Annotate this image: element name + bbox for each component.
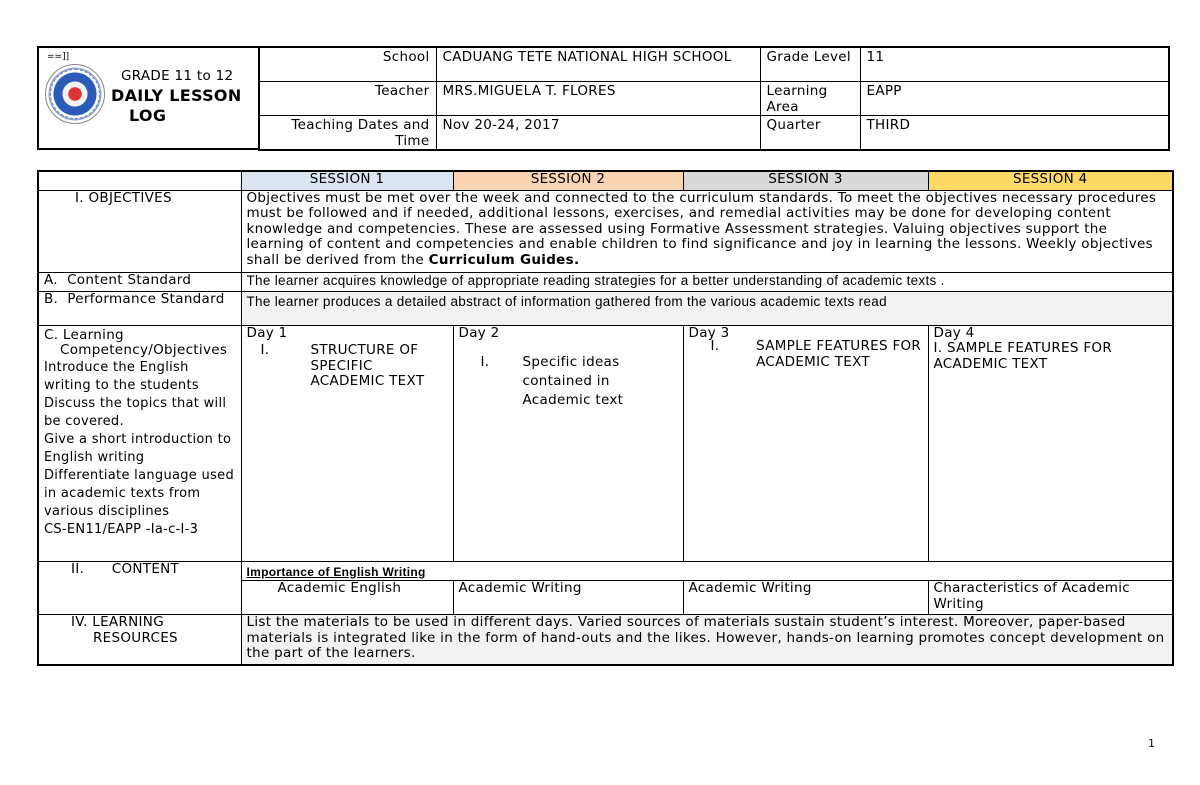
content-standard-label: A. Content Standard [38,272,241,291]
performance-standard-row [38,291,1173,325]
learning-competency-row [38,325,1173,561]
content-row [38,561,1173,581]
day-1-text: STRUCTURE OF SPECIFIC ACADEMIC TEXT [310,342,425,389]
day-4-text: I. SAMPLE FEATURES FOR ACADEMIC TEXT [933,340,1113,372]
learning-resources-text: List the materials to be used in different days. Varied sources of materials sustain student’s interest. Moreover, paper-based materials is integrated like in the form of hand-outs and the likes. However, hands-on learning promotes concept development on the part of the learners. [241,615,1173,665]
objectives-text: Objectives must be met over the week and connected to the curriculum standards. To meet the objectives necessary procedures must be followed and if needed, additional lessons, exercises, and remedial activities may be done for developing content knowledge and competencies. These are assessed using Formative Assessment strategies. Valuing objectives support the learning of content and competencies and enable children to find significance and joy in learning the lessons. Weekly objectives shall be derived from the Curriculum Guides. [241,190,1173,272]
learning-resources-label: IV. LEARNING RESOURCES [38,615,241,665]
session-3-header: SESSION 3 [683,171,928,190]
content-standard-row [38,272,1173,291]
teacher-value: MRS.MIGUELA T. FLORES [436,81,760,115]
learning-resources-row [38,615,1173,665]
header-tiny-text: ==]] [47,52,70,62]
competency-item: Discuss the topics that will be covered. [44,395,227,429]
day-4-cell [928,325,1173,561]
content-topic: Importance of English Writing [241,561,1173,581]
day-2-numeral: I. [480,354,490,370]
grade-level-label: Grade Level [760,47,860,81]
session-2-header: SESSION 2 [453,171,683,190]
day-2-label: Day 2 [458,324,500,341]
day-3-text: SAMPLE FEATURES FOR ACADEMIC TEXT [756,338,922,370]
learning-area-label: Learning Area [760,81,860,115]
objectives-label: I. OBJECTIVES [38,190,241,272]
quarter-label: Quarter [760,115,860,150]
content-label: II. CONTENT [38,561,241,615]
day-3-numeral: I. [710,338,720,354]
deped-seal-icon [45,64,105,124]
page-number: 1 [1148,737,1155,750]
header-info-table [258,46,1170,151]
header-logo-block [37,46,260,150]
learning-competency-label: C. Learning [44,326,124,343]
day-3-label: Day 3 [688,324,730,341]
objectives-row [38,190,1173,272]
session-1-header: SESSION 1 [241,171,453,190]
day-2-text: Specific ideas contained in Academic text [522,354,624,408]
session-4-header: SESSION 4 [928,171,1173,190]
performance-standard-text: The learner produces a detailed abstract of information gathered from the various academic texts read [241,291,1173,325]
day-2-cell [453,325,683,561]
lesson-log-table [37,170,1174,666]
learning-competency-label-2: Competency/Objectives [60,342,228,358]
school-label: School [259,47,436,81]
school-value: CADUANG TETE NATIONAL HIGH SCHOOL [436,47,760,81]
doc-title-line2: LOG [129,106,167,125]
doc-title-line1: DAILY LESSON [111,86,242,105]
competency-code: CS-EN11/EAPP -Ia-c-I-3 [44,521,199,537]
performance-standard-label: B. Performance Standard [38,291,241,325]
day-1-label: Day 1 [246,324,288,341]
grade-range: GRADE 11 to 12 [121,68,234,84]
content-session-2: Academic Writing [453,581,683,615]
competency-item: Introduce the English writing to the students [44,359,199,393]
teaching-dates-value: Nov 20-24, 2017 [436,115,760,150]
learning-competency-cell [38,325,241,561]
teaching-dates-label: Teaching Dates and Time [259,115,436,150]
grade-level-value: 11 [860,47,1169,81]
learning-area-value: EAPP [860,81,1169,115]
day-1-numeral: I. [260,342,270,358]
day-3-cell [683,325,928,561]
curriculum-guides-text: Curriculum Guides. [428,251,580,268]
content-session-3: Academic Writing [683,581,928,615]
session-header-row [38,171,1173,190]
content-standard-text: The learner acquires knowledge of appropriate reading strategies for a better understanding of academic texts . [241,272,1173,291]
content-session-4: Characteristics of Academic Writing [928,581,1173,615]
quarter-value: THIRD [860,115,1169,150]
corner-cell [38,171,241,190]
day-1-cell [241,325,453,561]
competency-item: Differentiate language used in academic texts from various disciplines [44,467,234,519]
competency-item: Give a short introduction to English writing [44,431,232,465]
content-session-1: Academic English [241,581,453,615]
day-4-label: Day 4 [933,324,975,341]
teacher-label: Teacher [259,81,436,115]
